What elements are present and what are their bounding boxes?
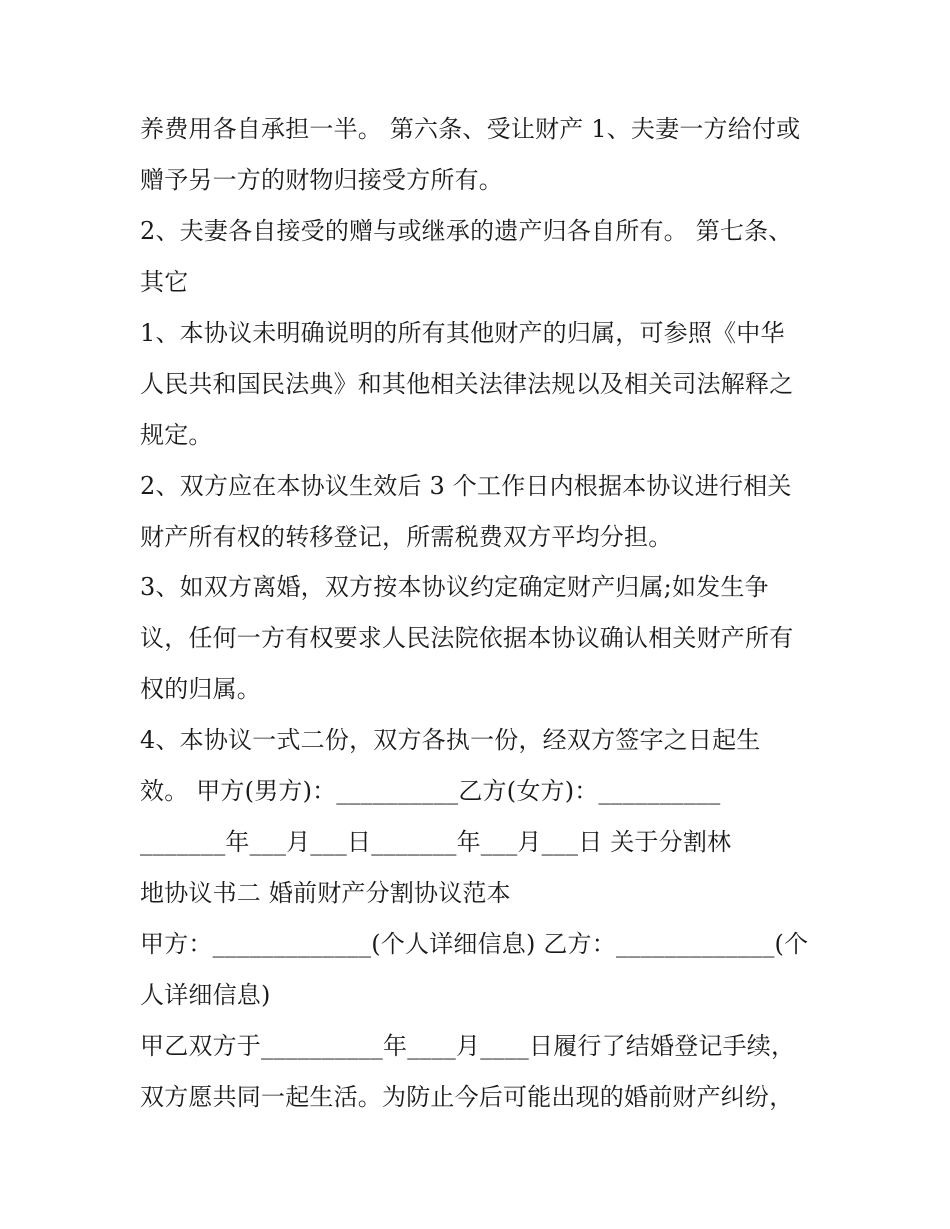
text-line: 财产所有权的转移登记，所需税费双方平均分担。 xyxy=(140,523,673,551)
text-line: _______年___月___日_______年___月___日 关于分割林 xyxy=(140,828,732,856)
text-line: 甲方：_____________(个人详细信息) 乙方：_____________(个 xyxy=(140,930,809,958)
text-line: 其它 xyxy=(140,268,189,296)
text-line: 地协议书二 婚前财产分割协议范本 xyxy=(140,879,511,907)
text-line: 人民共和国民法典》和其他相关法律法规以及相关司法解释之 xyxy=(140,370,794,398)
text-line: 双方愿共同一起生活。为防止今后可能出现的婚前财产纠纷， xyxy=(140,1083,794,1111)
text-line: 2、夫妻各自接受的赠与或继承的遗产归各自所有。 第七条、 xyxy=(140,217,793,245)
text-line: 权的归属。 xyxy=(140,675,261,703)
text-line: 2、双方应在本协议生效后 3 个工作日内根据本协议进行相关 xyxy=(140,472,792,500)
text-line: 养费用各自承担一半。 第六条、受让财产 1、夫妻一方给付或 xyxy=(140,115,801,143)
text-line: 甲乙双方于__________年____月____日履行了结婚登记手续， xyxy=(140,1032,796,1060)
text-line: 1、本协议未明确说明的所有其他财产的归属，可参照《中华 xyxy=(140,319,785,347)
text-line: 效。 甲方(男方)：__________乙方(女方)：__________ xyxy=(140,777,721,805)
text-line: 人详细信息) xyxy=(140,981,271,1009)
text-line: 4、本协议一式二份，双方各执一份，经双方签字之日起生 xyxy=(140,726,761,754)
text-line: 3、如双方离婚，双方按本协议约定确定财产归属;如发生争 xyxy=(140,573,769,601)
text-line: 赠予另一方的财物归接受方所有。 xyxy=(140,166,503,194)
text-line: 规定。 xyxy=(140,421,213,449)
text-line: 议，任何一方有权要求人民法院依据本协议确认相关财产所有 xyxy=(140,624,794,652)
